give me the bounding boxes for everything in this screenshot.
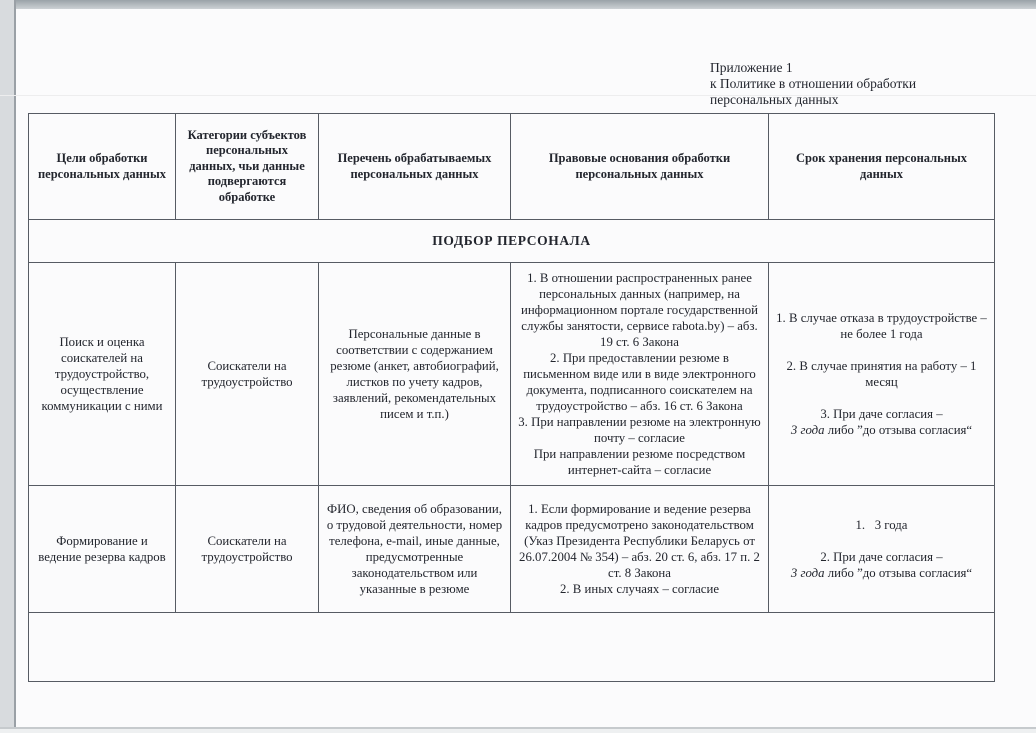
column-header-legal-grounds: Правовые основания обработки персональных данных: [511, 114, 769, 220]
empty-row-cell: [29, 613, 995, 682]
table-row: [29, 263, 995, 486]
legal-ground-item: 2. В иных случаях – согласие: [559, 582, 720, 596]
storage-item: [775, 406, 988, 438]
annotation-line-2: к Политике в отношении обработки: [710, 76, 917, 91]
scan-edge-left: [0, 0, 16, 727]
annotation-line-1: Приложение 1: [710, 60, 793, 75]
legal-ground-item: При направлении резюме посредством интернет-сайта – согласие: [533, 447, 746, 477]
cell-subjects: Соискатели на трудоустройство: [176, 263, 319, 486]
storage-consent-term: 3 года: [790, 423, 825, 437]
cell-data-list: Персональные данные в соответствии с содержанием резюме (анкет, автобиографий, листков по учету кадров, заявлений, рекомендательных писем и т.п.): [319, 263, 511, 486]
legal-ground-item: 2. При предоставлении резюме в письменном виде или в виде электронного документа, подписанного соискателем на трудоустройство – абз. 16 ст. 6 Закона: [523, 351, 756, 413]
cell-storage-period: [769, 263, 995, 486]
storage-consent-suffix: либо ”до отзыва согласия“: [824, 423, 973, 437]
storage-item: 2. В случае принятия на работу – 1 месяц: [786, 359, 977, 389]
column-header-subject-categories: Категории субъектов персональных данных, чьи данные подвергаются обработке: [176, 114, 319, 220]
cell-purpose: Поиск и оценка соискателей на трудоустройство, осуществление коммуникации с ними: [29, 263, 176, 486]
storage-item: [775, 549, 988, 581]
document-annotation: [710, 60, 916, 108]
cell-data-list: ФИО, сведения об образовании, о трудовой деятельности, номер телефона, e-mail, иные данные, предусмотренные законодательством или указанные в резюме: [319, 486, 511, 613]
scan-edge-top: [0, 0, 1036, 9]
legal-ground-item: 1. Если формирование и ведение резерва кадров предусмотрено законодательством (Указ Президента Республики Беларусь от 26.07.2004 № 354) – абз. 20 ст. 6, абз. 17 п. 2 ст. 8 Закона: [519, 502, 760, 580]
storage-consent-suffix: либо ”до отзыва согласия“: [824, 566, 973, 580]
personal-data-processing-table: [28, 113, 995, 682]
cell-purpose: Формирование и ведение резерва кадров: [29, 486, 176, 613]
section-row: [29, 220, 995, 263]
column-header-data-list: Перечень обрабатываемых персональных данных: [319, 114, 511, 220]
cell-legal-grounds: [511, 486, 769, 613]
table-row: [29, 486, 995, 613]
table-header-row: [29, 114, 995, 220]
legal-ground-item: 3. При направлении резюме на электронную почту – согласие: [518, 415, 761, 445]
storage-consent-prefix: 3. При даче согласия –: [820, 407, 943, 421]
storage-item: 1. В случае отказа в трудоустройстве – не более 1 года: [776, 311, 987, 341]
cell-subjects: Соискатели на трудоустройство: [176, 486, 319, 613]
column-header-storage-period: Срок хранения персональных данных: [769, 114, 995, 220]
storage-item: 1. 3 года: [855, 518, 908, 532]
storage-consent-prefix: 2. При даче согласия –: [820, 550, 943, 564]
legal-ground-item: 1. В отношении распространенных ранее персональных данных (например, на информационном портале государственной службы занятости, сервисе rabota.by) – абз. 19 ст. 6 Закона: [520, 271, 758, 349]
cell-legal-grounds: [511, 263, 769, 486]
annotation-line-3: персональных данных: [710, 92, 839, 107]
storage-consent-term: 3 года: [790, 566, 825, 580]
cell-storage-period: [769, 486, 995, 613]
scan-bottom-area: [0, 729, 1036, 733]
section-title: ПОДБОР ПЕРСОНАЛА: [29, 220, 995, 263]
column-header-purposes: Цели обработки персональных данных: [29, 114, 176, 220]
empty-table-row: [29, 613, 995, 682]
